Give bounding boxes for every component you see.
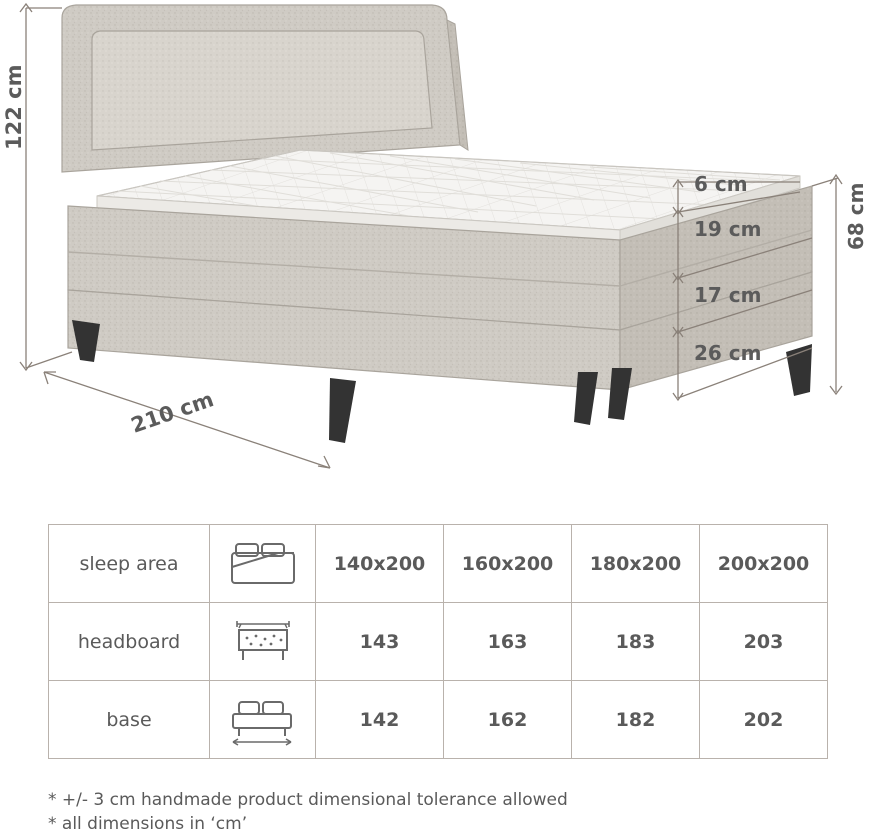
cell-base-160: 162 bbox=[444, 681, 572, 759]
row-label-headboard: headboard bbox=[49, 603, 210, 681]
row-label-base: base bbox=[49, 681, 210, 759]
table-row bbox=[49, 603, 828, 681]
cell-headboard-180: 183 bbox=[572, 603, 700, 681]
bed-top-view-icon bbox=[210, 525, 316, 603]
table-row bbox=[49, 681, 828, 759]
table-row bbox=[49, 525, 828, 603]
headboard-icon bbox=[210, 603, 316, 681]
cell-base-200: 202 bbox=[700, 681, 828, 759]
dimension-mattress: 19 cm bbox=[694, 217, 762, 241]
cell-headboard-200: 203 bbox=[700, 603, 828, 681]
cell-sleep-area-140: 140x200 bbox=[316, 525, 444, 603]
cell-base-140: 142 bbox=[316, 681, 444, 759]
cell-sleep-area-160: 160x200 bbox=[444, 525, 572, 603]
dimension-topper: 6 cm bbox=[694, 172, 748, 196]
cell-sleep-area-180: 180x200 bbox=[572, 525, 700, 603]
footnote-units: * all dimensions in ‘cm’ bbox=[48, 814, 248, 834]
headboard-illustration bbox=[62, 5, 468, 172]
footnote-tolerance: * +/- 3 cm handmade product dimensional tolerance allowed bbox=[48, 790, 568, 810]
cell-sleep-area-200: 200x200 bbox=[700, 525, 828, 603]
cell-headboard-160: 163 bbox=[444, 603, 572, 681]
cell-headboard-140: 143 bbox=[316, 603, 444, 681]
dimension-legs-frame: 26 cm bbox=[694, 341, 762, 365]
dimension-spec-table bbox=[48, 524, 828, 759]
dimension-length: 210 cm bbox=[128, 387, 217, 438]
dimension-boxspring: 17 cm bbox=[694, 283, 762, 307]
dimension-base-height: 68 cm bbox=[844, 182, 868, 250]
dimension-total-height: 122 cm bbox=[2, 64, 26, 150]
cell-base-180: 182 bbox=[572, 681, 700, 759]
bed-base-icon bbox=[210, 681, 316, 759]
row-label-sleep-area: sleep area bbox=[49, 525, 210, 603]
